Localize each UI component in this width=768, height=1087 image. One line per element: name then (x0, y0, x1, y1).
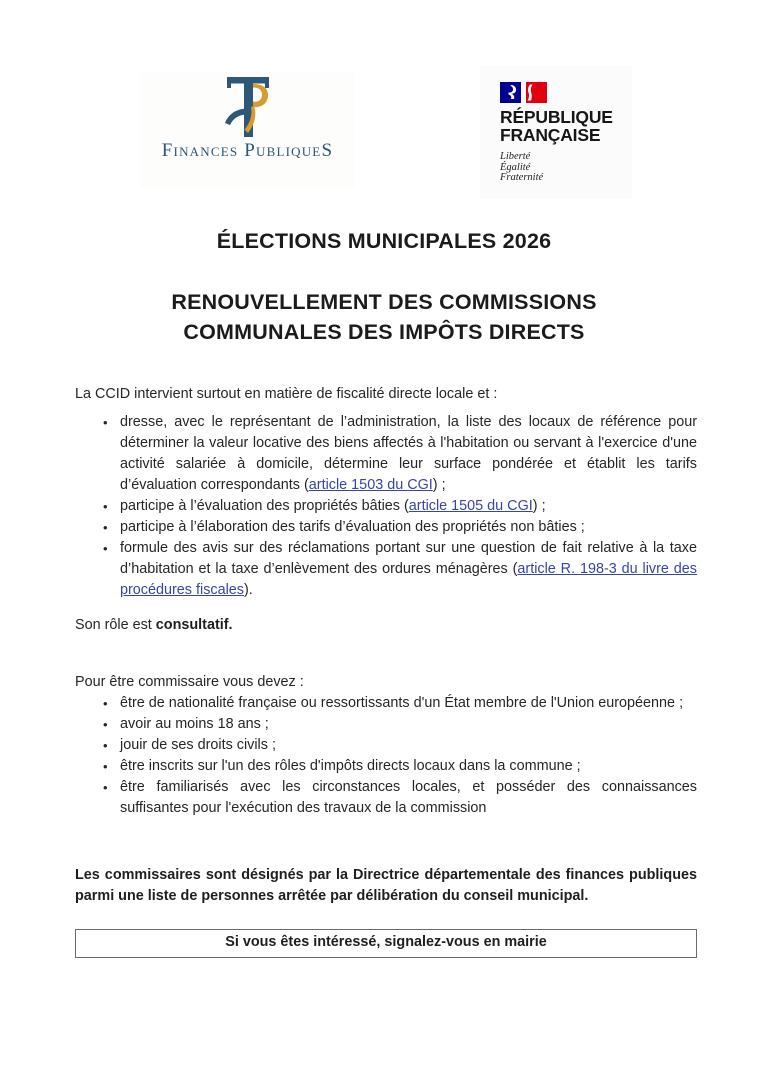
list-item-text: jouir de ses droits civils ; (120, 737, 276, 753)
bullet-icon: • (103, 415, 108, 430)
list-item-text: être familiarisés avec les circonstances locales, et posséder des connaissances suffisantes pour l'exécution des travaux de la commission (120, 779, 697, 816)
title-block (0, 228, 768, 347)
list-item-text: être inscrits sur l'un des rôles d'impôts directs locaux dans la commune ; (120, 758, 581, 774)
list-item (103, 714, 697, 735)
rf-name-line2: FRANÇAISE (500, 125, 601, 145)
list-item (103, 756, 697, 777)
subtitle-line2: COMMUNALES DES IMPÔTS DIRECTS (183, 320, 585, 344)
eligibility-intro: Pour être commissaire vous devez : (75, 674, 304, 690)
bullet-icon: • (103, 499, 108, 514)
subtitle-line1: RENOUVELLEMENT DES COMMISSIONS (171, 290, 597, 314)
list-item-text: être de nationalité française ou ressortissants d'un État membre de l'Union européenne ; (120, 695, 684, 711)
list-item-text: participe à l’élaboration des tarifs d’évaluation des propriétés non bâties ; (120, 519, 585, 535)
list-item (103, 496, 697, 517)
fp-wordmark: Finances PubliqueS (161, 140, 334, 161)
list-item-text: dresse, avec le représentant de l’administration, la liste des locaux de référence pour déterminer la valeur locative des biens affectés à l'habitation ou servant à l'exercice d'une activité salariée à domicile, détermine leur surface pondérée et établit les tarifs d’évaluation correspondants ( (120, 414, 697, 493)
rf-motto-liberte: Liberté (500, 151, 531, 162)
bullet-icon: • (103, 696, 108, 711)
marianne-flag-icon (500, 82, 548, 104)
finances-publiques-logo (140, 72, 355, 188)
article-1505-link[interactable]: article 1505 du CGI (408, 498, 533, 514)
article-r198-3-link[interactable]: article R. 198-3 du livre des procédures fiscales (120, 561, 697, 598)
list-item (103, 517, 697, 538)
bullet-icon: • (103, 520, 108, 535)
document-body (75, 384, 697, 958)
bullet-icon: • (103, 759, 108, 774)
rf-motto-egalite: Égalité (500, 161, 531, 173)
list-item-text: ). (243, 582, 253, 598)
bullet-icon: • (103, 717, 108, 732)
role-text: Son rôle est (75, 617, 156, 633)
page-subtitle (0, 287, 768, 347)
intro-paragraph: La CCID intervient surtout en matière de fiscalité directe locale et : (75, 386, 498, 402)
article-1503-link[interactable]: article 1503 du CGI (308, 477, 433, 493)
list-item (103, 412, 697, 496)
list-item-text: ) ; (432, 477, 446, 493)
ccid-role-list (75, 412, 697, 601)
fp-monogram-icon (221, 74, 275, 140)
eligibility-list (75, 693, 697, 819)
list-item (103, 777, 697, 819)
list-item-text: avoir au moins 18 ans ; (120, 716, 269, 732)
list-item (103, 735, 697, 756)
list-item (103, 693, 697, 714)
rf-name-line1: RÉPUBLIQUE (500, 107, 613, 127)
list-item-text: participe à l’évaluation des propriétés bâties ( (120, 498, 409, 514)
rf-motto-fraternite: Fraternité (500, 172, 544, 183)
role-paragraph (75, 615, 697, 636)
bullet-icon: • (103, 780, 108, 795)
role-consultatif-bold: consultatif. (155, 617, 233, 633)
notice-banner: Si vous êtes intéressé, signalez-vous en mairie (75, 929, 697, 958)
bullet-icon: • (103, 738, 108, 753)
republique-francaise-logo (480, 66, 632, 199)
list-item-text: ) ; (532, 498, 546, 514)
closing-paragraph: Les commissaires sont désignés par la Directrice départementale des finances publiques parmi une liste de personnes arrêtée par délibération du conseil municipal. (75, 867, 697, 904)
list-item (103, 538, 697, 601)
rf-motto (500, 152, 632, 184)
list-item-text: formule des avis sur des réclamations portant sur une question de fait relative à la taxe d’habitation et la taxe d’enlèvement des ordures ménagères ( (120, 540, 697, 577)
bullet-icon: • (103, 541, 108, 556)
page-title: ÉLECTIONS MUNICIPALES 2026 (216, 229, 552, 253)
